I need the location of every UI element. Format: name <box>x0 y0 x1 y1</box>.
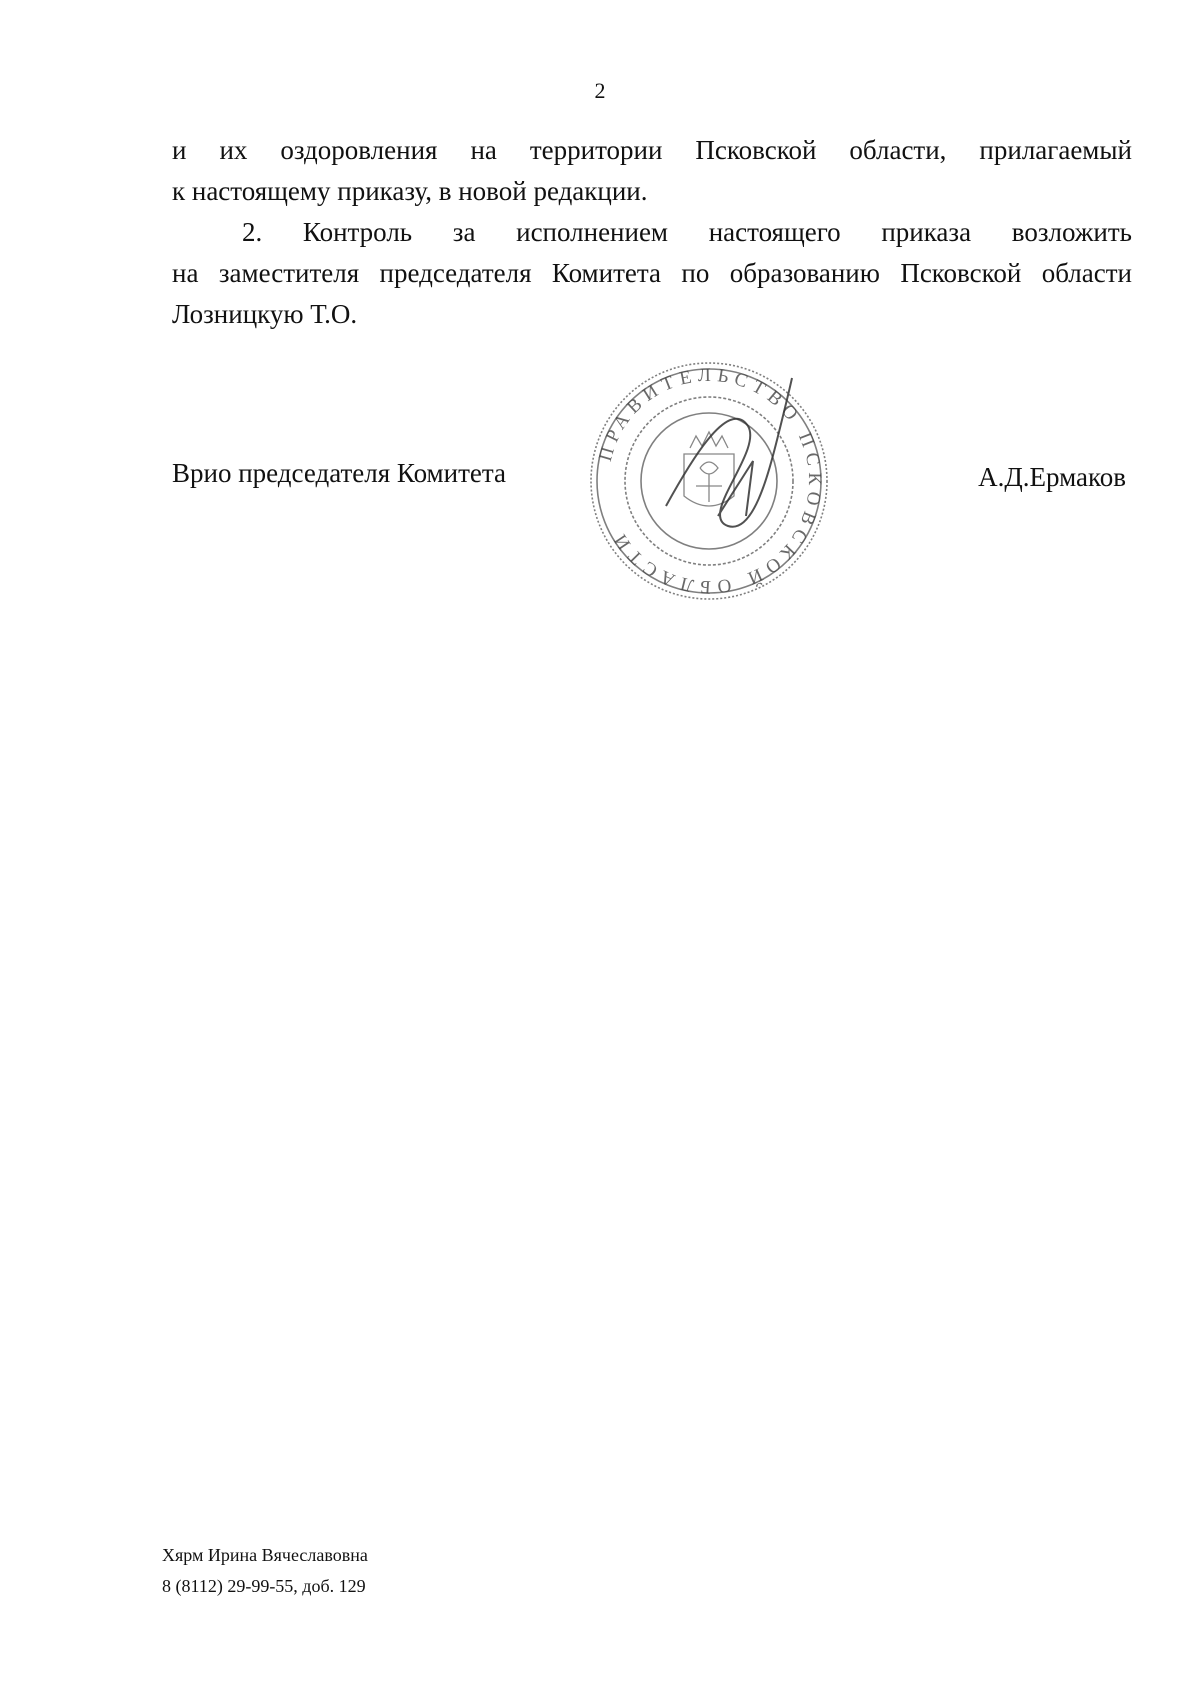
paragraph-2-line-2: на заместителя председателя Комитета по образованию Псковской области <box>172 258 1132 288</box>
paragraph-1 <box>172 130 1132 212</box>
svg-text:ПРАВИТЕЛЬСТВО ПСКОВСКОЙ ОБЛАСТ: ПРАВИТЕЛЬСТВО ПСКОВСКОЙ ОБЛАСТИ <box>594 364 826 598</box>
signatory-position: Врио председателя Комитета <box>172 458 506 488</box>
paragraph-2 <box>172 212 1132 335</box>
executor-info <box>162 1540 368 1602</box>
executor-name: Хярм Ирина Вячеславовна <box>162 1545 368 1565</box>
paragraph-1-line-2: к настоящему приказу, в новой редакции. <box>172 176 648 206</box>
signatory-name: А.Д.Ермаков <box>978 462 1126 492</box>
executor-phone: 8 (8112) 29-99-55, доб. 129 <box>162 1576 366 1596</box>
paragraph-2-line-3: Лозницкую Т.О. <box>172 299 358 329</box>
paragraph-1-line-1: и их оздоровления на территории Псковской области, прилагаемый <box>172 135 1132 165</box>
paragraph-2-line-1: 2. Контроль за исполнением настоящего приказа возложить <box>242 217 1132 247</box>
document-body <box>172 130 1132 335</box>
page-number: 2 <box>594 78 606 103</box>
official-seal-stamp <box>578 356 840 606</box>
